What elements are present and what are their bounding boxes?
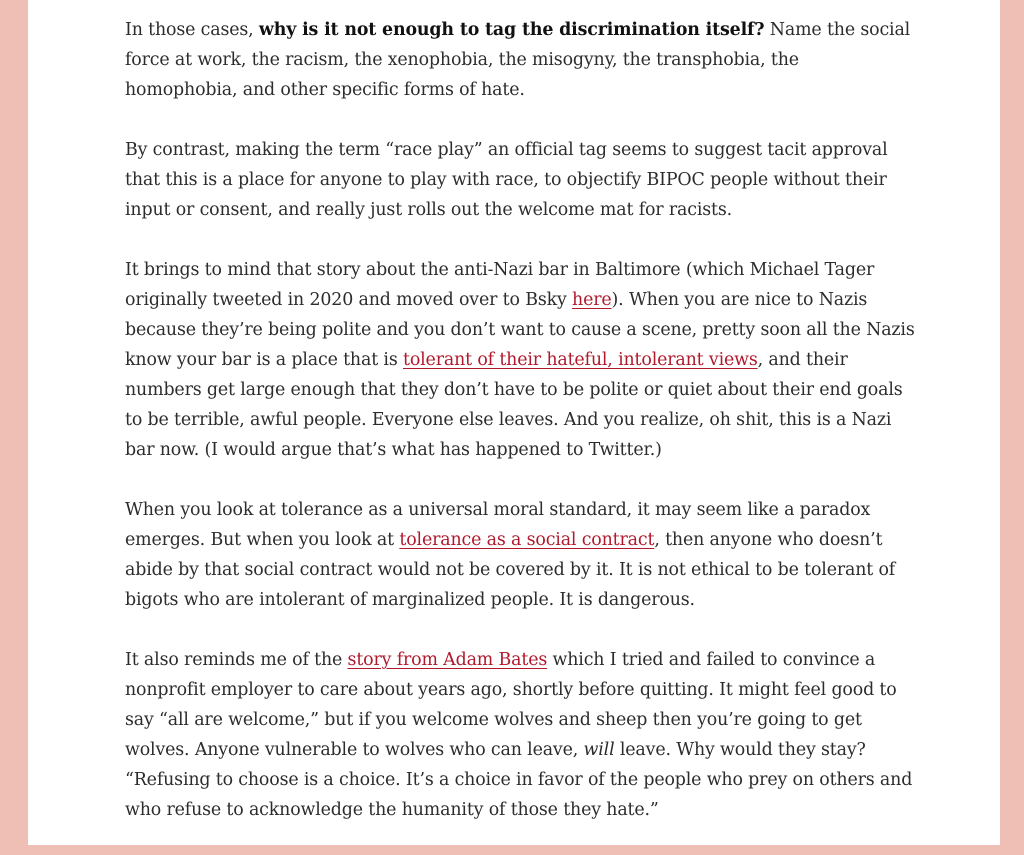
here-link[interactable]: here (572, 290, 612, 310)
tolerant-views-link[interactable]: tolerant of their hateful, intolerant views (402, 350, 758, 370)
paragraph-1 (125, 15, 915, 105)
p3-text-2: ). When you are nice to Nazis because they’re being polite and you don’t want to cause a scene, pretty soon all the Nazis know your bar is a place that is (125, 290, 915, 370)
paragraph-3 (125, 255, 915, 465)
p4-text-1: When you look at tolerance as a universal moral standard, it may seem like a paradox emerges. But when you look at (125, 500, 871, 550)
p2-text: By contrast, making the term “race play” an official tag seems to suggest tacit approval that this is a place for anyone to play with race, to objectify BIPOC people without their input or consent, and really just rolls out the welcome mat for racists. (125, 140, 888, 220)
paragraph-2 (125, 135, 915, 225)
p1-text-start: In those cases, (125, 20, 259, 40)
p3-text-1: It brings to mind that story about the anti-Nazi bar in Baltimore (which Michael Tager originally tweeted in 2020 and moved over to Bsky (125, 260, 875, 310)
p5-italic-will: will (583, 740, 615, 760)
page-column (28, 0, 1000, 845)
adam-bates-story-link[interactable]: story from Adam Bates (347, 650, 548, 670)
p3-text-3: , and their numbers get large enough that they don’t have to be polite or quiet about their end goals to be terrible, awful people. Everyone else leaves. And you realize, oh shit, this is a Nazi bar now. (I would argue that’s what has happened to Twitter.) (125, 350, 903, 460)
p5-text-1: It also reminds me of the (125, 650, 348, 670)
p1-text-end: Name the social force at work, the racism, the xenophobia, the misogyny, the transphobia, the homophobia, and other specific forms of hate. (125, 20, 911, 100)
social-contract-link[interactable]: tolerance as a social contract (399, 530, 655, 550)
p4-text-2: , then anyone who doesn’t abide by that social contract would not be covered by it. It is not ethical to be tolerant of bigots who are intolerant of marginalized people. It is dangerous. (125, 530, 896, 610)
paragraph-5 (125, 645, 915, 825)
paragraph-4 (125, 495, 915, 615)
article-body (125, 15, 915, 855)
p5-text-2: which I tried and failed to convince a nonprofit employer to care about years ago, shortly before quitting. It might feel good to say “all are welcome,” but if you welcome wolves and sheep then you’re going to get wolves. Anyone vulnerable to wolves who can leave, (125, 650, 897, 760)
p1-bold-question: why is it not enough to tag the discrimination itself? (258, 20, 765, 40)
p5-text-3: leave. Why would they stay? “Refusing to choose is a choice. It’s a choice in favor of the people who prey on others and who refuse to acknowledge the humanity of those they hate.” (125, 740, 913, 820)
